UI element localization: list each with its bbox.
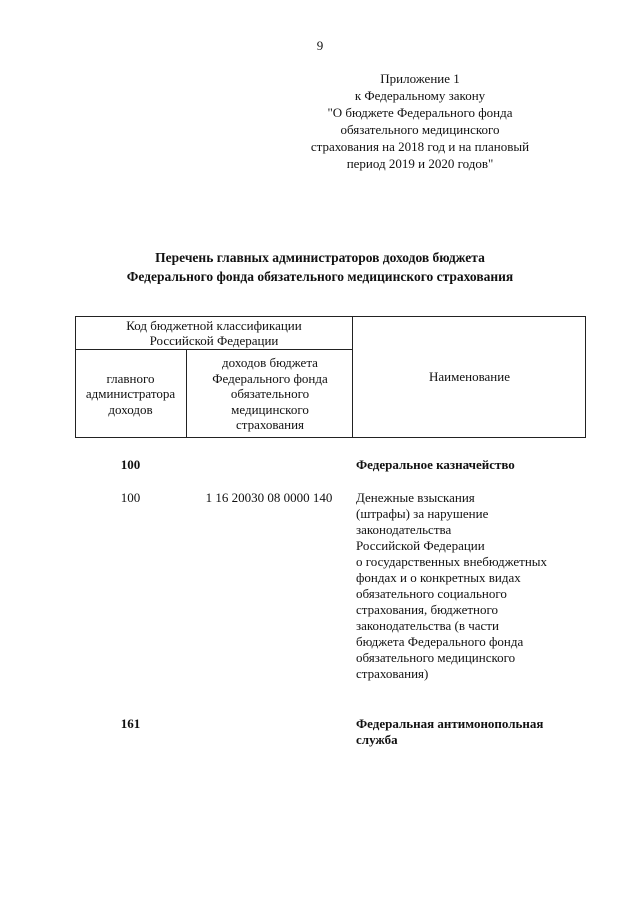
name-line: страхования) xyxy=(356,666,429,681)
header-text: Код бюджетной классификации xyxy=(126,317,302,333)
name-line: Денежные взыскания xyxy=(356,490,475,505)
name-line: служба xyxy=(356,732,398,747)
header-text: доходов xyxy=(108,401,153,417)
name-line: Российской Федерации xyxy=(356,538,485,553)
row-name xyxy=(356,457,588,473)
header-main-admin xyxy=(75,350,186,438)
row-name xyxy=(356,490,588,682)
name-line: Федеральное казначейство xyxy=(356,457,515,472)
appendix-line: страхования на 2018 год и на плановый xyxy=(310,139,530,154)
income-code: 1 16 20030 08 0000 140 xyxy=(205,490,333,505)
appendix-line: Приложение 1 xyxy=(380,71,460,86)
name-line: законодательства (в части xyxy=(356,618,499,633)
appendix-line: к Федеральному закону xyxy=(354,88,486,103)
name-line: фондах и о конкретных видах xyxy=(356,570,521,585)
header-text: Российской Федерации xyxy=(149,333,279,348)
header-text: администратора xyxy=(85,386,176,402)
header-text: доходов бюджета xyxy=(222,355,318,371)
name-line: о государственных внебюджетных xyxy=(356,554,548,569)
admin-code: 100 xyxy=(120,457,141,472)
header-text: Федерального фонда xyxy=(212,370,328,386)
row-name xyxy=(356,716,588,748)
header-text: главного xyxy=(106,370,155,386)
document-title xyxy=(60,248,580,286)
name-line: бюджета Федерального фонда xyxy=(356,634,524,649)
table-header xyxy=(75,316,586,438)
appendix-line: период 2019 и 2020 годов" xyxy=(346,156,494,171)
appendix-block xyxy=(300,70,540,172)
header-name: Наименование xyxy=(429,369,510,385)
name-line: Федеральная антимонопольная xyxy=(356,716,544,731)
header-fund-income xyxy=(187,350,353,438)
page-number: 9 xyxy=(316,38,324,53)
title-line: Федерального фонда обязательного медицинского страхования xyxy=(126,269,514,284)
name-line: страхования, бюджетного xyxy=(356,602,499,617)
title-line: Перечень главных администраторов доходов бюджета xyxy=(155,250,485,265)
header-text: обязательного xyxy=(230,386,310,402)
name-line: законодательства xyxy=(356,522,452,537)
admin-code: 161 xyxy=(120,716,141,731)
name-line: обязательного социального xyxy=(356,586,507,601)
appendix-line: "О бюджете Федерального фонда xyxy=(327,105,513,120)
appendix-line: обязательного медицинского xyxy=(340,122,500,137)
header-classification-code xyxy=(75,316,353,350)
admin-code: 100 xyxy=(120,490,141,505)
header-text: медицинского xyxy=(231,401,309,417)
header-text: страхования xyxy=(235,417,304,433)
name-line: обязательного медицинского xyxy=(356,650,516,665)
name-line: (штрафы) за нарушение xyxy=(356,506,489,521)
